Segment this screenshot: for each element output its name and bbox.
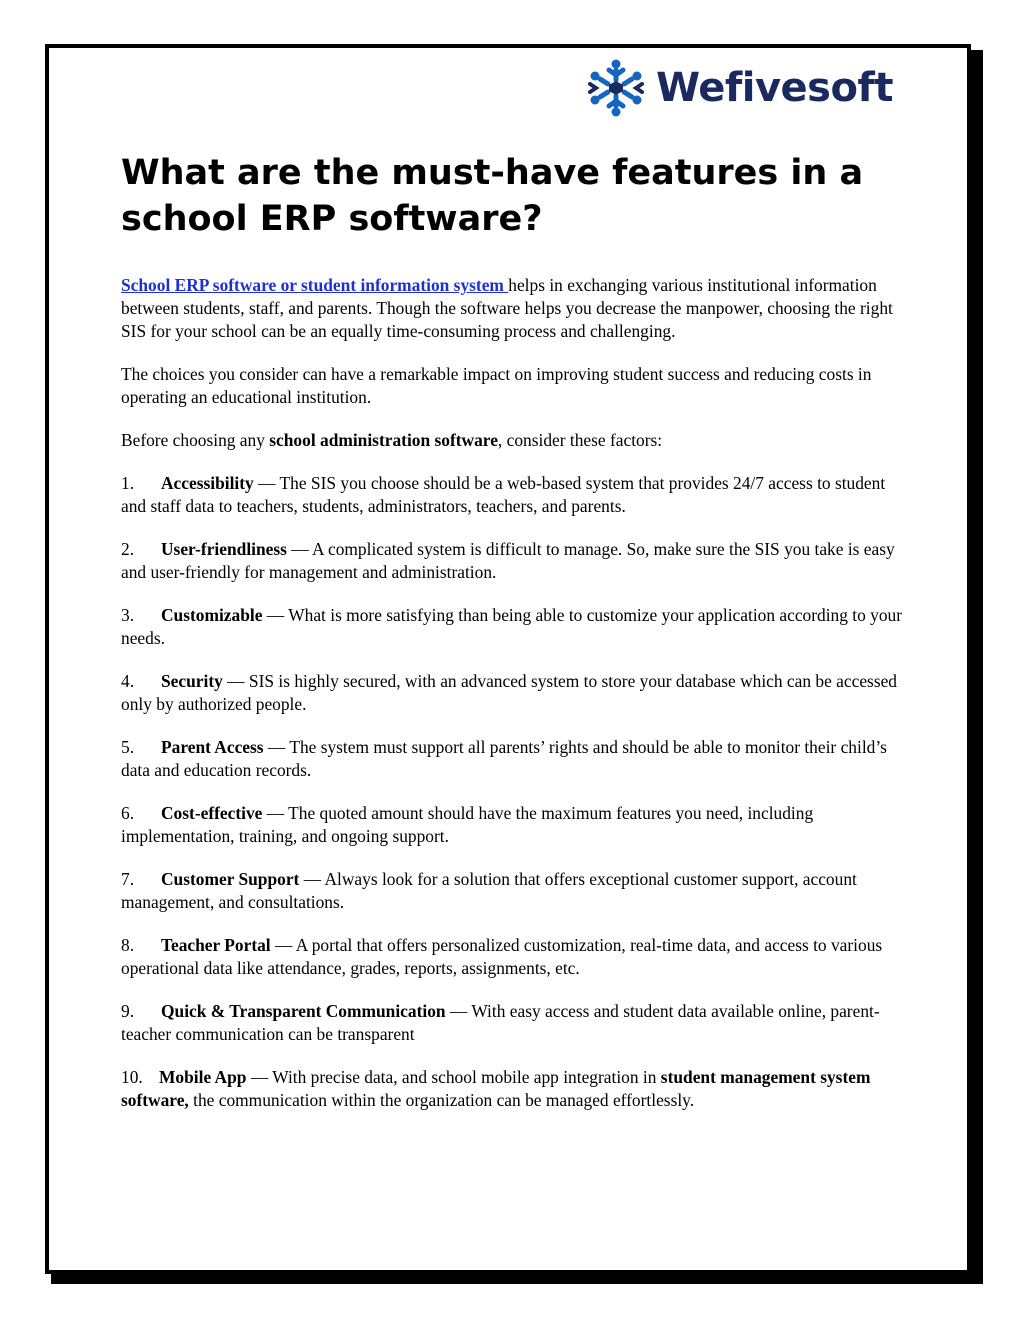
paragraph-3-bold: school administration software (269, 430, 498, 450)
list-item-title: Customer Support (161, 869, 300, 889)
intro-text: helps in exchanging various institutional information between students, staff, and parents. Though the software helps you decrease the manpower, choosing the right SIS for your school can be an equally time-consuming process and challenging. (121, 275, 893, 341)
list-item-number: 1. (121, 473, 135, 493)
sis-link[interactable]: School ERP software or student information system (121, 275, 509, 295)
paragraph-3 (121, 429, 911, 452)
list-item (121, 538, 911, 584)
list-item-text: — The SIS you choose should be a web-based system that provides 24/7 access to student and staff data to teachers, students, administrators, teachers, and parents. (121, 473, 886, 516)
list-item-number: 2. (121, 539, 135, 559)
list-item-title: Teacher Portal (161, 935, 271, 955)
paragraph-2: The choices you consider can have a remarkable impact on improving student success and reducing costs in operating an educational institution. (121, 364, 872, 407)
list-item-text: — The quoted amount should have the maximum features you need, including implementation, training, and ongoing support. (121, 803, 814, 846)
list-item-text: — Always look for a solution that offers exceptional customer support, account management, and consultations. (121, 869, 857, 912)
list-item (121, 868, 911, 914)
list-item-title: Quick & Transparent Communication (161, 1001, 446, 1021)
list-item-number: 6. (121, 803, 135, 823)
list-item (121, 736, 911, 782)
brand-name: Wefivesoft (656, 65, 893, 111)
page-title: What are the must-have features in a school ERP software? (121, 153, 864, 239)
article-body (121, 274, 911, 1132)
list-item-title: Accessibility (161, 473, 254, 493)
list-item-text: — What is more satisfying than being able to customize your application according to your needs. (121, 605, 903, 648)
list-item-text: — A portal that offers personalized customization, real-time data, and access to various operational data like attendance, grades, reports, assignments, etc. (121, 935, 883, 978)
list-item (121, 1066, 911, 1112)
list-item (121, 1000, 911, 1046)
list-item-text-end: the communication within the organization can be managed effortlessly. (188, 1090, 695, 1110)
list-item-number: 3. (121, 605, 135, 625)
snowflake-people-icon (584, 56, 648, 120)
brand-logo (584, 56, 893, 120)
list-item-text: — SIS is highly secured, with an advanced system to store your database which can be accessed only by authorized people. (121, 671, 898, 714)
list-item-title: Security (161, 671, 223, 691)
list-item-text: — A complicated system is difficult to manage. So, make sure the SIS you take is easy and user-friendly for management and administration. (121, 539, 895, 582)
list-item-text: — The system must support all parents’ rights and should be able to monitor their child’s data and education records. (121, 737, 887, 780)
list-item (121, 604, 911, 650)
list-item-number: 5. (121, 737, 135, 757)
list-item-title: Cost-effective (161, 803, 263, 823)
list-item-title: Mobile App (159, 1067, 247, 1087)
list-item (121, 472, 911, 518)
paragraph-3-before: Before choosing any (121, 430, 270, 450)
list-item-text: — With precise data, and school mobile app integration in (246, 1067, 661, 1087)
list-item (121, 802, 911, 848)
list-item-number: 10. (121, 1067, 143, 1087)
list-item (121, 670, 911, 716)
list-item-number: 4. (121, 671, 135, 691)
list-item (121, 934, 911, 980)
list-item-number: 7. (121, 869, 135, 889)
list-item-text: — With easy access and student data available online, parent-teacher communication can be transparent (121, 1001, 880, 1044)
list-item-title: Parent Access (161, 737, 264, 757)
list-item-bold-phrase: student management system software, (121, 1067, 871, 1110)
paragraph-3-after: , consider these factors: (497, 430, 663, 450)
list-item-number: 9. (121, 1001, 135, 1021)
list-item-title: User-friendliness (161, 539, 287, 559)
intro-paragraph (121, 274, 911, 343)
list-item-title: Customizable (161, 605, 263, 625)
list-item-number: 8. (121, 935, 135, 955)
